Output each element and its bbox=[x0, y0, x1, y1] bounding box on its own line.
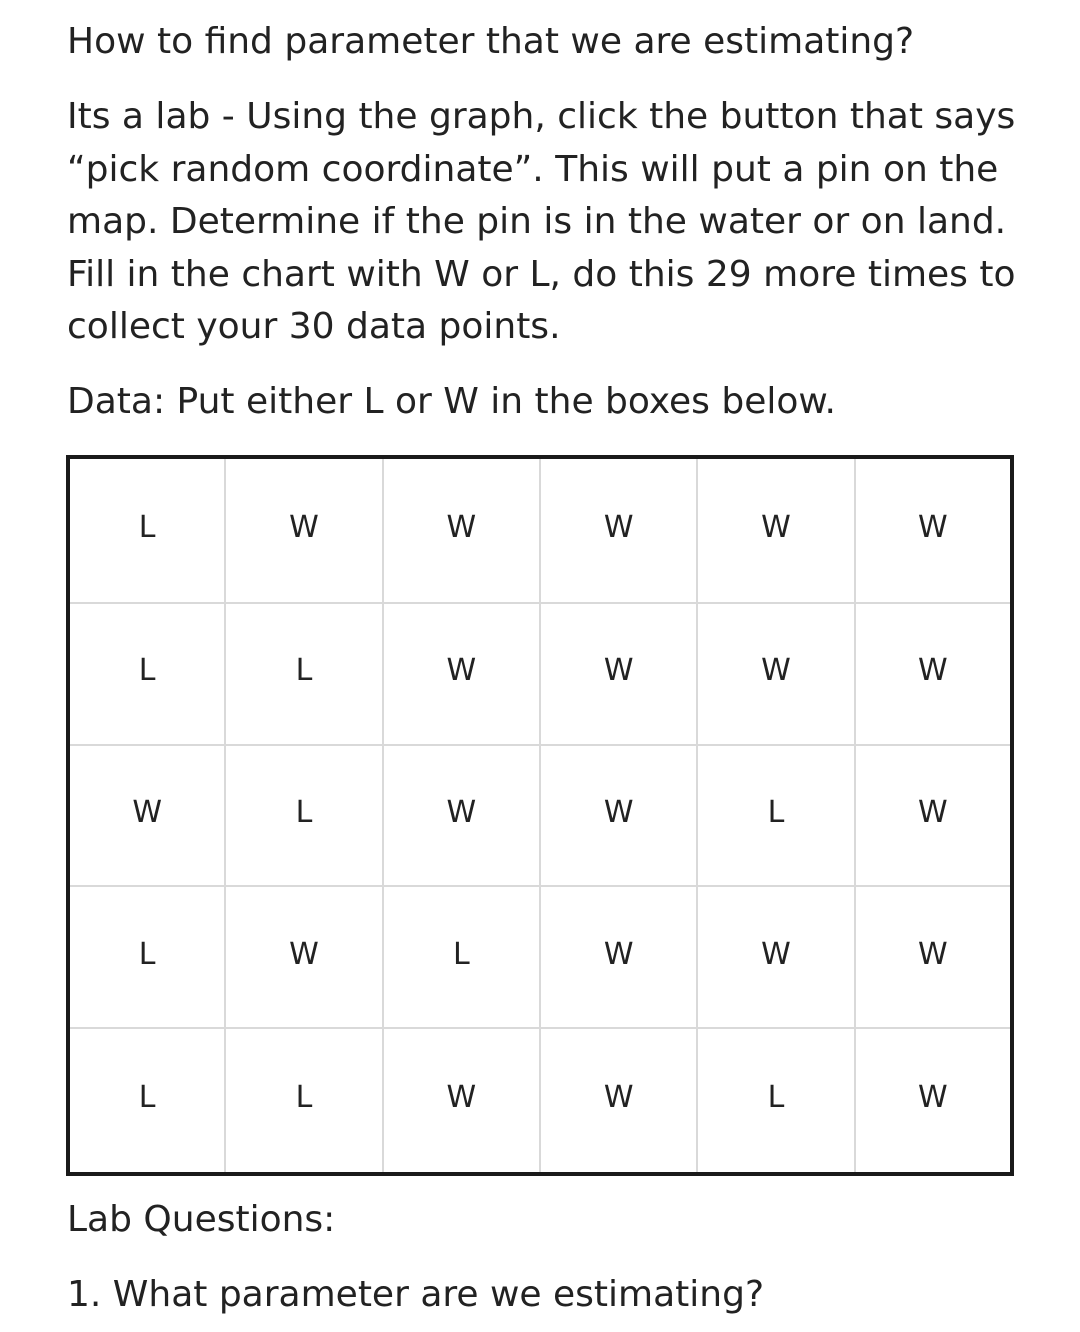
cell-value: W bbox=[289, 936, 319, 972]
data-instruction: Data: Put either L or W in the boxes below. bbox=[67, 381, 836, 422]
cell-value: W bbox=[603, 509, 634, 545]
table-cell[interactable] bbox=[697, 886, 854, 1028]
table-cell[interactable] bbox=[855, 603, 1012, 745]
cell-value: W bbox=[917, 936, 948, 972]
cell-value: W bbox=[761, 653, 791, 689]
cell-value: W bbox=[917, 509, 948, 545]
table-cell[interactable] bbox=[225, 603, 382, 745]
cell-value: W bbox=[446, 1080, 477, 1116]
table-cell[interactable] bbox=[68, 1028, 225, 1174]
cell-value: W bbox=[603, 1080, 634, 1116]
lab-instructions: Its a lab - Using the graph, click the button that says “pick random coordinate”. This will put a pin on the map. Determine if the pin is in the water or on land. Fill in the chart with W or L, do this 29 more times to collect your 30 data points. bbox=[67, 96, 1016, 347]
table-cell[interactable] bbox=[383, 745, 540, 887]
table-cell[interactable] bbox=[225, 1028, 382, 1174]
cell-value: L bbox=[295, 1080, 313, 1116]
table-row bbox=[68, 603, 1012, 745]
table-cell[interactable] bbox=[383, 457, 540, 603]
table-cell[interactable] bbox=[540, 745, 697, 887]
table-cell[interactable] bbox=[225, 745, 382, 887]
table-cell[interactable] bbox=[855, 457, 1012, 603]
cell-value: L bbox=[138, 653, 156, 689]
table-cell[interactable] bbox=[855, 886, 1012, 1028]
cell-value: W bbox=[446, 794, 477, 830]
cell-value: L bbox=[767, 1080, 785, 1116]
table-cell[interactable] bbox=[383, 1028, 540, 1174]
cell-value: W bbox=[917, 794, 948, 830]
table-cell[interactable] bbox=[68, 457, 225, 603]
cell-value: W bbox=[917, 1080, 948, 1116]
table-cell[interactable] bbox=[540, 1028, 697, 1174]
table-cell[interactable] bbox=[697, 603, 854, 745]
cell-value: L bbox=[767, 794, 785, 830]
table-cell[interactable] bbox=[225, 457, 382, 603]
page-title: How to find parameter that we are estimating? bbox=[67, 21, 915, 62]
data-table bbox=[66, 455, 1014, 1176]
cell-value: W bbox=[761, 509, 791, 545]
table-cell[interactable] bbox=[540, 603, 697, 745]
table-row bbox=[68, 457, 1012, 603]
cell-value: W bbox=[132, 794, 162, 830]
cell-value: L bbox=[138, 936, 156, 972]
table-cell[interactable] bbox=[383, 886, 540, 1028]
cell-value: W bbox=[603, 653, 634, 689]
table-cell[interactable] bbox=[68, 603, 225, 745]
cell-value: L bbox=[138, 1080, 156, 1116]
table-cell[interactable] bbox=[225, 886, 382, 1028]
cell-value: L bbox=[295, 794, 313, 830]
table-cell[interactable] bbox=[697, 1028, 854, 1174]
cell-value: L bbox=[452, 936, 470, 972]
lab-questions-heading: Lab Questions: bbox=[67, 1199, 336, 1240]
cell-value: W bbox=[603, 936, 634, 972]
table-cell[interactable] bbox=[540, 457, 697, 603]
table-cell[interactable] bbox=[855, 745, 1012, 887]
cell-value: L bbox=[138, 509, 156, 545]
table-cell[interactable] bbox=[68, 745, 225, 887]
cell-value: L bbox=[295, 653, 313, 689]
cell-value: W bbox=[446, 509, 477, 545]
table-cell[interactable] bbox=[68, 886, 225, 1028]
table-cell[interactable] bbox=[697, 745, 854, 887]
table-cell[interactable] bbox=[697, 457, 854, 603]
cell-value: W bbox=[446, 653, 477, 689]
cell-value: W bbox=[289, 509, 319, 545]
question-1: 1. What parameter are we estimating? bbox=[67, 1274, 765, 1315]
table-cell[interactable] bbox=[383, 603, 540, 745]
table-cell[interactable] bbox=[540, 886, 697, 1028]
cell-value: W bbox=[917, 653, 948, 689]
cell-value: W bbox=[761, 936, 791, 972]
cell-value: W bbox=[603, 794, 634, 830]
table-cell[interactable] bbox=[855, 1028, 1012, 1174]
table-row bbox=[68, 886, 1012, 1028]
table-row bbox=[68, 745, 1012, 887]
table-row bbox=[68, 1028, 1012, 1174]
